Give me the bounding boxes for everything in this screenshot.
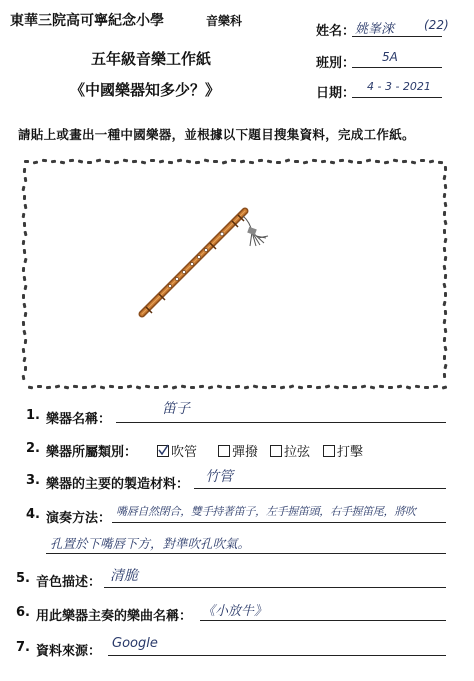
frame-dot [22,186,26,192]
frame-dot [23,231,27,237]
name-value: 姚峯淶 [355,22,395,37]
q4-number: 4. [26,507,40,522]
frame-dot [226,386,231,389]
frame-dot [312,159,317,163]
frame-dot [443,229,446,234]
q4-underline-1 [112,522,446,523]
instruction-text: 請貼上或畫出一種中國樂器，並根據以下題目搜集資料，完成工作紙。 [18,127,415,142]
frame-dot [443,211,446,216]
dizi-flute-illustration [142,211,268,314]
bowed-label: 拉弦 [284,445,311,460]
frame-dot [154,386,159,389]
q7-number: 7. [16,640,30,655]
frame-dot [136,385,142,389]
frame-dot [244,386,249,390]
school-name: 東華三院高可寧紀念小學 [10,13,164,29]
frame-dot [443,247,446,252]
frame-dot [343,385,348,388]
frame-dot [339,159,344,162]
frame-dot [222,160,228,164]
subject-label: 音樂科 [206,14,243,28]
frame-dot [23,168,26,173]
q3-answer: 竹管 [205,469,233,485]
frame-dot [87,161,92,164]
q1-number: 1. [26,408,40,423]
class-value: 5A [382,50,398,64]
frame-dot [69,159,74,162]
frame-dot [442,301,446,307]
frame-dot [190,386,195,389]
frame-dot [132,160,137,163]
q4-underline-2 [46,553,446,554]
frame-dot [123,159,128,163]
frame-dot [109,385,114,388]
q7-underline [108,655,446,656]
frame-dot [168,161,173,164]
frame-dot [22,357,26,363]
frame-dot [443,355,446,360]
frame-dot [285,158,291,162]
q4-answer-line1: 嘴唇自然閉合，雙手持著笛子，左手握笛頭，右手握笛尾，將吹 [116,505,416,518]
frame-dot [262,386,267,390]
q2-number: 2. [26,441,40,456]
q2-option-percussion[interactable] [323,441,363,460]
q2-option-wind[interactable] [157,441,197,460]
frame-dot [442,385,448,389]
frame-dot [24,366,27,371]
frame-dot [258,159,263,163]
frame-dot [33,161,38,165]
frame-dot [163,385,168,389]
q6-answer: 《小放牛》 [202,604,268,619]
frame-dot [429,159,435,163]
frame-dot [276,161,281,164]
q5-number: 5. [16,571,30,586]
frame-dot [186,160,191,164]
frame-dot [406,385,412,389]
frame-dot [443,175,447,180]
frame-dot [150,159,155,162]
q6-label: 用此樂器主奏的樂曲名稱： [36,609,193,624]
q1-label: 樂器名稱： [46,412,112,427]
frame-dot [42,159,47,163]
worksheet-title: 五年級音樂工作紙 [91,50,212,68]
frame-dot [145,385,150,389]
frame-dot [330,161,335,165]
frame-dot [443,337,446,342]
frame-dot [294,160,299,163]
frame-dot [352,386,357,389]
date-label: 日期： [316,86,356,101]
bowed-checkbox[interactable] [270,445,282,457]
frame-dot [64,386,69,390]
frame-dot [51,160,56,164]
frame-dot [23,303,27,308]
frame-dot [443,220,447,226]
frame-dot [370,386,376,390]
frame-dot [433,385,438,389]
frame-dot [78,159,84,163]
q3-underline [194,488,446,489]
frame-dot [91,385,96,389]
frame-dot [23,258,27,264]
wind-label: 吹管 [171,445,198,460]
frame-dot [235,385,240,388]
class-label: 班別： [316,56,356,71]
frame-dot [321,160,326,164]
frame-dot [397,385,402,389]
frame-dot [438,161,443,164]
frame-dot [444,256,448,261]
frame-dot [114,161,119,165]
q5-answer: 清脆 [110,568,138,584]
q4-answer-line2: 孔置於下嘴唇下方，對準吹孔吹氣。 [50,536,251,551]
frame-dot [253,384,259,388]
frame-dot [325,384,331,388]
frame-dot [298,386,303,390]
frame-dot [444,346,448,352]
frame-dot [443,193,447,198]
frame-dot [444,310,447,315]
frame-dot [267,160,272,164]
frame-dot [307,385,312,388]
class-number: (22) [424,18,449,32]
frame-dot [444,328,448,333]
frame-dot [393,159,398,163]
frame-dot [443,319,447,324]
frame-dot [444,292,447,297]
frame-dot [60,161,65,165]
frame-dot [46,386,51,390]
frame-dot [375,160,380,163]
frame-dot [361,385,366,389]
frame-dot [316,386,321,390]
frame-dot [22,375,26,380]
frame-dot [217,385,222,389]
frame-dot [23,195,26,200]
frame-dot [348,159,354,163]
frame-dot [443,364,447,370]
frame-dot [444,274,447,279]
frame-dot [127,385,132,389]
frame-dot [208,386,214,390]
plucked-label: 彈撥 [232,445,259,460]
q5-underline [104,587,446,588]
frame-dot [24,177,28,182]
frame-dot [402,160,407,163]
frame-dot [181,385,186,389]
frame-dot [249,161,254,165]
q4-label: 演奏方法： [46,511,112,526]
frame-dot [334,386,339,390]
q2-label: 樂器所屬類別： [46,445,138,460]
frame-dot [177,159,182,163]
q1-underline [116,422,446,423]
frame-dot [411,160,417,164]
wind-checkbox[interactable] [157,445,169,457]
frame-dot [443,373,446,378]
frame-dot [105,160,110,163]
frame-dot [24,160,29,163]
frame-dot [82,386,87,389]
date-value: 4 - 3 - 2021 [367,80,431,93]
frame-dot [231,159,236,162]
q6-underline [200,620,446,621]
frame-dot [24,285,28,290]
frame-dot [357,161,362,164]
frame-dot [118,386,123,389]
frame-dot [204,159,210,163]
frame-dot [141,160,147,164]
frame-dot [388,386,393,389]
q6-number: 6. [16,605,30,620]
plucked-checkbox[interactable] [218,445,230,457]
frame-dot [444,166,447,171]
q1-answer: 笛子 [162,401,190,417]
frame-dot [271,385,276,388]
frame-dot [240,160,245,164]
percussion-label: 打擊 [337,445,364,460]
frame-dot [24,204,28,209]
frame-dot [96,159,102,163]
dotted-frame-border [22,158,448,389]
frame-dot [384,161,389,165]
frame-dot [444,202,448,207]
frame-dot [442,283,446,289]
frame-dot [195,161,200,164]
frame-dot [366,159,372,163]
frame-dot [22,267,25,272]
frame-dot [444,238,448,244]
worksheet-subtitle: 《中國樂器知多少？》 [70,81,221,99]
frame-dot [172,385,178,389]
frame-dot [22,321,25,326]
checkmark-icon [157,444,169,456]
frame-dot [22,294,25,299]
frame-dot [159,159,165,163]
q3-label: 樂器的主要的製造材料： [46,477,190,492]
frame-dot [28,386,33,390]
frame-dot [415,385,420,389]
frame-dot [303,161,308,165]
percussion-checkbox[interactable] [323,445,335,457]
frame-dot [443,265,447,270]
q2-option-plucked[interactable] [218,441,258,460]
frame-dot [379,385,384,388]
frame-dot [100,386,106,390]
frame-dot [24,339,27,344]
q2-option-bowed[interactable] [270,441,310,460]
q3-number: 3. [26,473,40,488]
frame-dot [22,348,26,353]
q5-label: 音色描述： [36,575,102,590]
frame-dot [22,213,26,218]
frame-dot [55,384,61,388]
frame-dot [213,160,218,163]
frame-dot [289,384,295,388]
frame-dot [424,386,429,389]
q7-label: 資料來源： [36,644,102,659]
q7-answer: Google [112,636,158,651]
frame-dot [24,312,28,317]
name-label: 姓名： [316,24,356,39]
frame-dot [280,386,285,390]
frame-dot [420,159,425,162]
frame-dot [22,240,26,245]
frame-dot [22,330,26,336]
frame-dot [73,385,78,388]
frame-dot [199,385,204,388]
frame-dot [23,276,27,281]
frame-dot [37,385,42,388]
frame-dot [23,249,26,254]
frame-dot [444,184,448,189]
frame-dot [23,222,26,227]
